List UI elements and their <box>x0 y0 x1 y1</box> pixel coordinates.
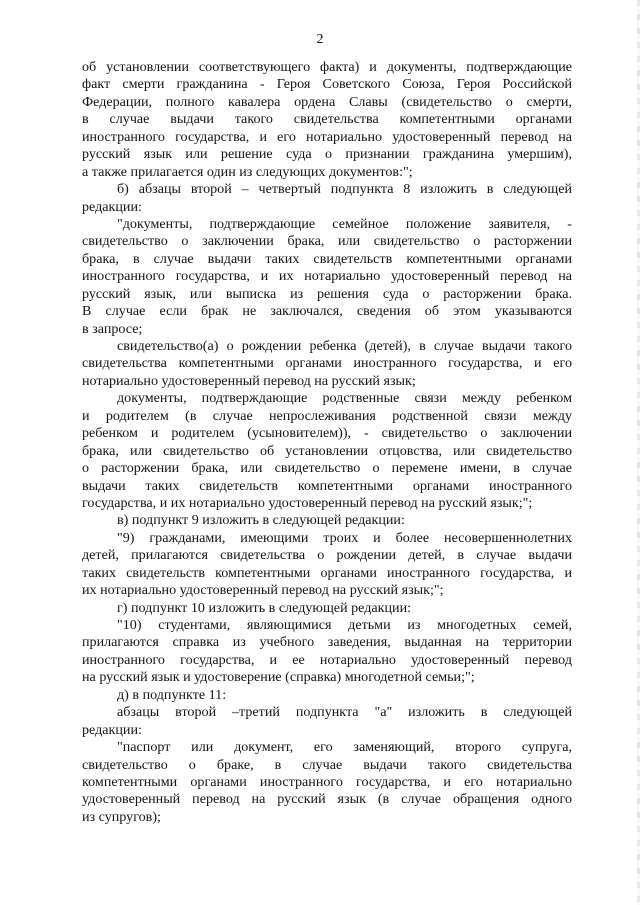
text-line: об установлении соответствующего факта) и документы, подтверждающие <box>82 59 572 75</box>
paragraph <box>82 512 572 529</box>
text-line: в запросе; <box>82 320 143 337</box>
text-line: компетентными органами иностранного государства, и его нотариально <box>82 773 572 790</box>
text-line: а также прилагается один из следующих документов:"; <box>82 163 413 180</box>
text-line: г) подпункт 10 изложить в следующей редакции: <box>117 599 412 616</box>
text-line: иностранного государства, и его нотариально удостоверенный перевод на <box>82 128 572 145</box>
page-number: 2 <box>316 32 324 47</box>
text-line: свидетельство о браке, в случае выдачи такого свидетельства <box>82 756 572 773</box>
text-line: и родителем (в случае непрослеживания родственной связи между <box>82 407 572 424</box>
text-line: в) подпункт 9 изложить в следующей редакции: <box>117 512 405 529</box>
text-line: выдачи таких свидетельств компетентными органами иностранного <box>82 477 572 494</box>
text-line: о расторжении брака, или свидетельство о перемене имени, в случае <box>82 460 572 477</box>
text-line: удостоверенный перевод на русский язык (в случае обращения одного <box>82 791 572 808</box>
paragraph <box>82 338 572 390</box>
text-line: свидетельства компетентными органами иностранного государства, и его <box>82 355 572 372</box>
text-line: "паспорт или документ, его заменяющий, второго супруга, <box>117 739 572 756</box>
text-line: государства, и их нотариально удостоверенный перевод на русский язык;"; <box>82 494 533 511</box>
text-line: иностранного государства, и ее нотариально удостоверенный перевод <box>82 651 572 668</box>
text-line: "10) студентами, являющимися детьми из многодетных семей, <box>117 617 572 633</box>
text-line: б) абзацы второй – четвертый подпункта 8 изложить в следующей <box>117 181 572 198</box>
text-line: нотариально удостоверенный перевод на русский язык; <box>82 372 416 389</box>
text-line: их нотариально удостоверенный перевод на русский язык;"; <box>82 582 444 599</box>
text-line: Федерации, полного кавалера ордена Славы (свидетельство о смерти, <box>82 93 572 110</box>
text-line: прилагаются справка из учебного заведения, выданная на территории <box>82 634 572 651</box>
text-line: иностранного государства, и их нотариально удостоверенный перевод на <box>82 268 572 285</box>
text-line: документы, подтверждающие родственные связи между ребенком <box>117 390 572 407</box>
text-line: "документы, подтверждающие семейное положение заявителя, - <box>117 215 572 232</box>
text-line: ребенком и родителем (усыновителем)), - свидетельство о заключении <box>82 425 572 442</box>
text-line: брака, или свидетельство об установлении отцовства, или свидетельство <box>82 442 572 459</box>
text-line: В случае если брак не заключался, сведения об этом указываются <box>82 303 572 320</box>
paragraph <box>82 600 572 617</box>
paragraph <box>82 617 572 687</box>
text-line: "9) гражданами, имеющими троих и более несовершеннолетних <box>117 529 572 546</box>
text-line: абзацы второй –третий подпункта "а" изложить в следующей <box>117 704 572 721</box>
paragraph <box>82 739 572 826</box>
paragraph <box>82 704 572 739</box>
text-line: брака, в случае выдачи таких свидетельств компетентными органами <box>82 250 572 267</box>
text-line: русский язык, или выписка из решения суда о расторжении брака. <box>82 285 572 302</box>
paragraph <box>82 530 572 600</box>
text-line: русский язык или решение суда о признании гражданина умершим), <box>82 146 572 163</box>
paragraph <box>82 181 572 216</box>
text-line: редакции: <box>82 198 142 215</box>
paragraph <box>82 59 572 181</box>
text-line: из супругов); <box>82 808 161 825</box>
paragraph <box>82 390 572 512</box>
text-line: в случае выдачи такого свидетельства компетентными органами <box>82 111 572 128</box>
text-line: д) в подпункте 11: <box>117 686 227 703</box>
text-line: детей, прилагаются свидетельства о рождении детей, в случае выдачи <box>82 547 572 564</box>
text-line: факт смерти гражданина - Героя Советского Союза, Героя Российской <box>82 76 572 93</box>
paragraph <box>82 687 572 704</box>
paragraph <box>82 216 572 338</box>
text-line: редакции: <box>82 721 142 738</box>
text-line: свидетельство(а) о рождении ребенка (детей), в случае выдачи такого <box>117 338 572 354</box>
text-line: на русский язык и удостоверение (справка) многодетной семьи;"; <box>82 669 475 686</box>
document-body <box>82 59 572 826</box>
text-line: таких свидетельств компетентными органами иностранного государства, и <box>82 564 572 581</box>
text-line: свидетельство о заключении брака, или свидетельство о расторжении <box>82 233 572 250</box>
